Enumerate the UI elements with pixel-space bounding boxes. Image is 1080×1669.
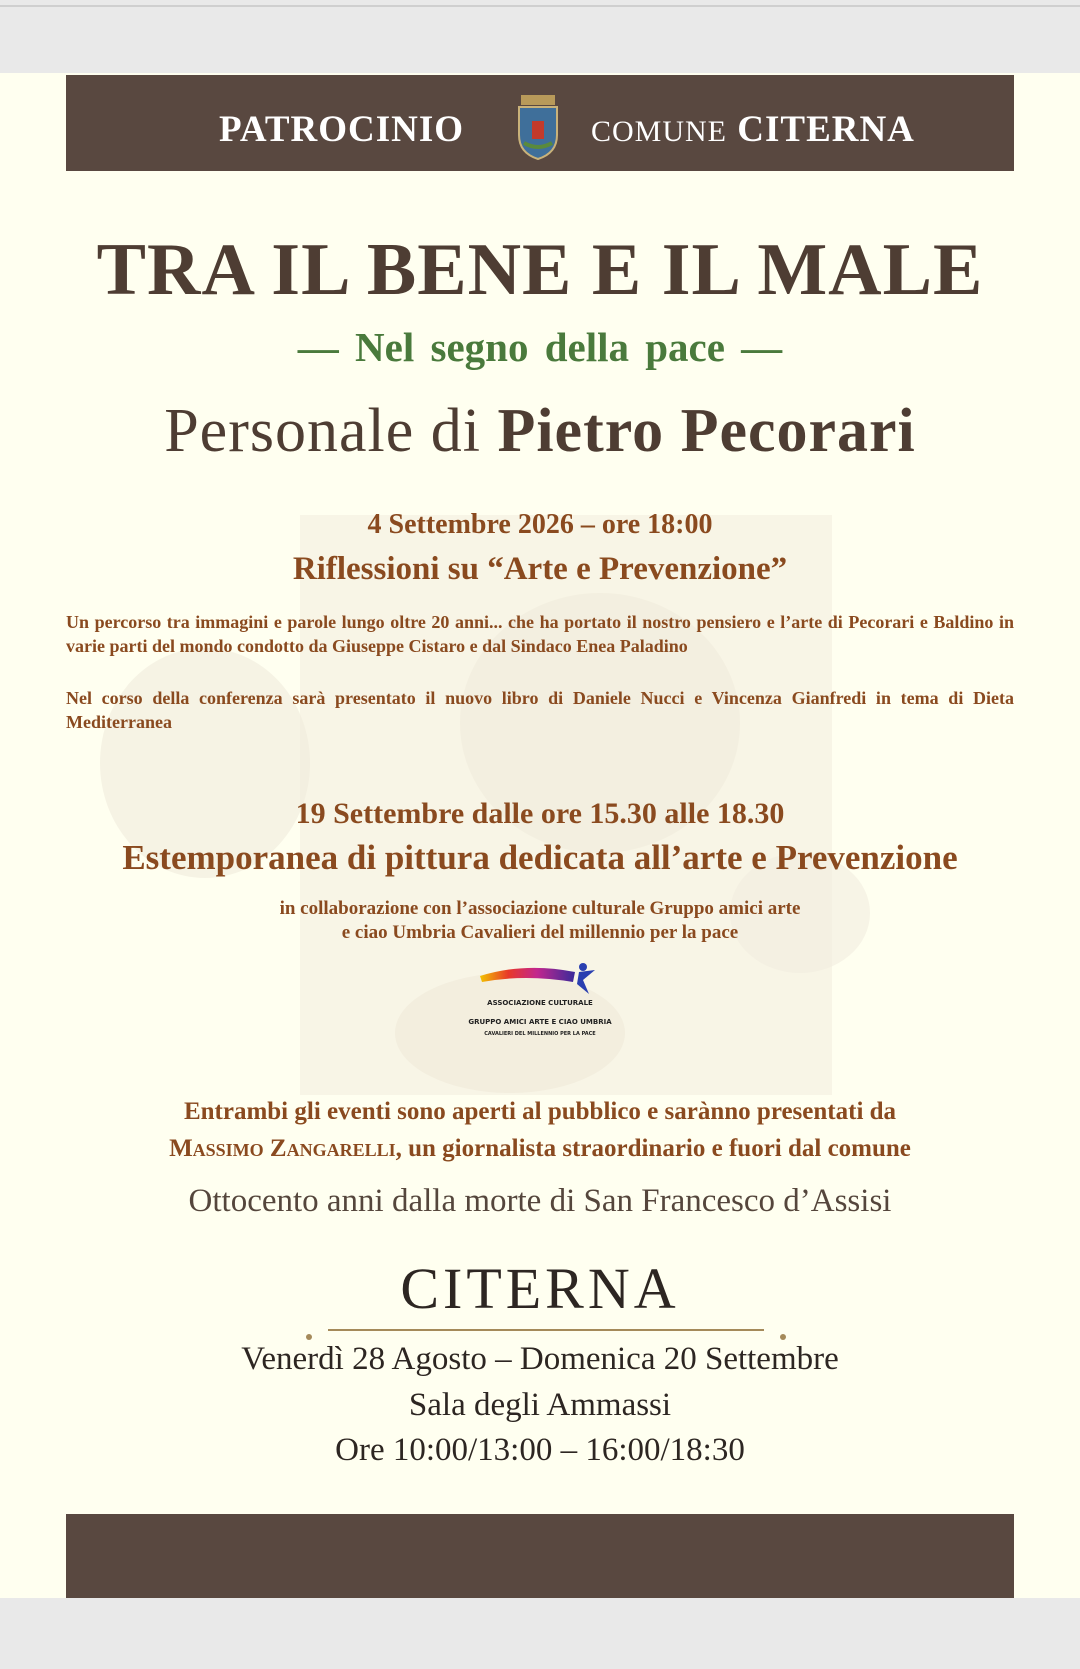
presenter-line1: Entrambi gli eventi sono aperti al pubblico e sarànno presentati da [183, 1098, 897, 1125]
exhibition-title: TRA IL BENE E IL MALE [96, 229, 984, 311]
event1-date: 4 Settembre 2026 – ore 18:00 [367, 509, 713, 540]
artist-heading [0, 396, 1080, 467]
event2-date: 19 Settembre dalle ore 15.30 alle 18.30 [295, 797, 785, 830]
header-bar [66, 75, 1014, 171]
exhibition-subtitle: — Nel segno della pace — [297, 324, 783, 370]
artist-name: Pietro Pecorari [497, 397, 916, 465]
presenter-name: Massimo Zangarelli [169, 1135, 396, 1162]
event2-collaboration-line1: in collaborazione con l’associazione culturale Gruppo amici arte [279, 898, 801, 919]
rainbow-brush-icon [455, 958, 625, 998]
patronage-label: PATROCINIO [219, 109, 465, 150]
municipality-label [591, 108, 915, 151]
event-poster [0, 73, 1080, 1598]
presenter-line2 [0, 1135, 1080, 1163]
logo-text-line1: ASSOCIAZIONE CULTURALE [487, 999, 593, 1007]
exhibition-dates: Venerdì 28 Agosto – Domenica 20 Settembre [241, 1341, 839, 1377]
event1-description: Un percorso tra immagini e parole lungo oltre 20 anni... che ha portato il nostro pensiero e l’arte di Pecorari e Baldino in varie parti del mondo condotto da Giuseppe Cistaro e dal Sindaco Enea Paladino [66, 612, 1014, 656]
location-city: CITERNA [400, 1256, 680, 1321]
footer-bar [66, 1514, 1014, 1598]
anniversary-text: Ottocento anni dalla morte di San Francesco d’Assisi [188, 1183, 892, 1219]
event2-collaboration-line2: e ciao Umbria Cavalieri del millennio per la pace [341, 922, 739, 943]
logo-text-line2: GRUPPO AMICI ARTE E CIAO UMBRIA [468, 1018, 612, 1026]
municipality-name: CITERNA [737, 109, 915, 150]
personale-prefix: Personale di [164, 397, 481, 465]
opening-hours: Ore 10:00/13:00 – 16:00/18:30 [335, 1432, 745, 1468]
top-separator [0, 5, 1080, 7]
event1-title: Riflessioni su “Arte e Prevenzione” [292, 551, 788, 587]
presenter-description: , un giornalista straordinario e fuori dal comune [395, 1135, 911, 1162]
event1-book-note: Nel corso della conferenza sarà presentato il nuovo libro di Daniele Nucci e Vincenza Gianfredi in tema di Dieta Mediterranea [66, 688, 1014, 732]
logo-text-line3: CAVALIERI DEL MILLENNIO PER LA PACE [484, 1031, 596, 1037]
exhibition-venue: Sala degli Ammassi [408, 1387, 672, 1423]
coat-of-arms-icon [515, 95, 561, 161]
association-logo [455, 958, 625, 1048]
event2-title: Estemporanea di pittura dedicata all’arte e Prevenzione [122, 838, 958, 877]
comune-prefix: COMUNE [591, 115, 728, 148]
ornamental-divider [306, 1327, 786, 1341]
